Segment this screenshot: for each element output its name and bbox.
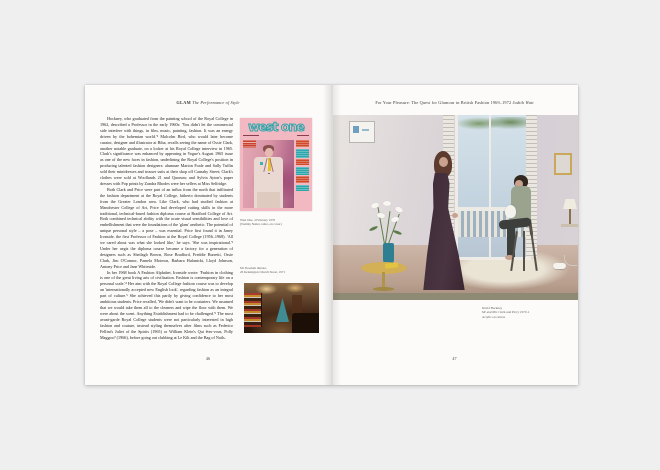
essay-paragraph: In her 1968 book A Fashion Alphabet, Ironside wrote: 'Fashion in clothing is one of the great living arts of civilisation. Fashion is contemporary life on a personal scale.'⁴ Her aim with the Royal College fashion course was to develop an 'internationally accepted new English look', regarding fashion as an integral part of culture.⁵ She achieved this partly by giving confidence to her most ambitious students. Price recalled, 'We didn't want to be couturiers. We assumed that we would take them all to the cleaners and wipe the floor with them. We were about the scent. Anything Establishment had to be challenged.'⁶ The most avant-garde Royal College students were not particularly interested in high fashion and couture, instead styling themselves after films such as Federico Fellini's Juliet of the Spirits (1965) or William Klein's Qui êtes-vous, Polly Maggoo? (1966), before going out clubbing at Le Kilt and the Bag of Nails. [100, 269, 233, 340]
shop-shelving [244, 293, 262, 327]
lilies-still-life [359, 201, 419, 295]
cover-red-text-block [243, 140, 256, 148]
caption-line: West One, 4 February 1970 [240, 218, 276, 222]
essay-paragraph: Both Clark and Price were part of an influx from the north that infiltrated the fashion department at the Royal College, hitherto dominated by students from the Greater London area. Like Clark, who had studied fashion at Manchester College of Art, Price had developed cutting skills in the more traditional, technical-based fashion diploma course at Bradford College of Art. Both combined technical ability with the acute visual sensibilities and love of embellishment that were the foundations of the 'glam' aesthetic. The potential of unique personal style – a pose – was essential. Price first found it in Janey Ironside, the first Professor of Fashion at the Royal College (1956–1968). 'All we cared about was what she looked like,' he says. 'She was inspirational.'³ Under her aegis the diploma course became a factory for a generation of designers such as Sheilagh Brown, Rose Bradford, Freddie Burretti, Ossie Clark, Jim O'Connor, Pamela Motown, Barbara Hulanicki, Lloyd Johnson, Antony Price and Jane Whiteside. [100, 186, 233, 269]
shop-display-cone [276, 298, 289, 322]
lamp-table [561, 224, 578, 227]
table-leg [382, 272, 385, 288]
celia-standing-figure [421, 151, 467, 291]
shop-photo-caption [240, 266, 325, 275]
shop-interior-photo [244, 283, 319, 333]
table-base [373, 287, 394, 291]
running-head-author: Judith Watt [512, 100, 534, 105]
right-page [331, 85, 578, 385]
caption-line: (Tommy Nutter, tailor, on cover) [240, 222, 282, 227]
shop-counter [292, 313, 319, 333]
essay-text-column [100, 116, 233, 356]
gold-framed-picture [554, 153, 572, 175]
lily-bloom [390, 216, 399, 223]
running-head-title: GLAM [176, 100, 191, 105]
west-one-masthead: west one [248, 119, 304, 134]
woman-plum-dress [421, 173, 467, 290]
right-running-head [331, 100, 578, 105]
hockney-painting-plate [333, 115, 578, 300]
man-crossed-legs [499, 217, 532, 229]
woman-face [439, 157, 448, 167]
lily-leaf [369, 225, 378, 232]
blue-vase [383, 243, 394, 264]
essay-paragraph: Hockney, who graduated from the painting school of the Royal College in 1962, described a Professor in the early 1960s: 'You didn't let the commercial side interfere with things, in film, music, painting, fashion. It was an energy driven by the bohemian world.'² Malcolm Bird, who would later become curator, designer and illustrator at Biba, recalls seeing the name of Ossie Clark, another notable graduate, on a locker at his Royal College interview in 1965. Clark's significance was enhanced by appearing in Vogue's August 1965 issue as one of the new faces in fashion, underlining the Royal College's position in producing talented fashion designers: alumnae Marion Foale and Sally Tuffin sold their minidresses and trouser suits at their shop off Carnaby Street; Clark's clothes were sold at Woollands 21 and Quorum; and Sylvia Ayton's paper dresses with Pop prints by Zandra Rhodes were her sellers at Miss Selfridge. [100, 116, 233, 186]
table-lamp [561, 199, 578, 247]
trees-outside [458, 117, 528, 130]
shop-rack [292, 295, 302, 313]
plate-caption [482, 306, 574, 319]
caption-artist: David Hockney [482, 306, 503, 310]
left-page-number: 46 [205, 356, 211, 361]
lamp-stem [569, 209, 571, 224]
white-telephone [553, 263, 566, 269]
caption-medium: Acrylic on canvas [482, 314, 506, 319]
book-spread [85, 85, 578, 385]
lily-bloom [383, 201, 391, 206]
running-head-essay-title: For Your Pleasure: The Quest for Glamour in British Fashion 1969–1972 [375, 100, 512, 105]
cover-model-trousers [257, 192, 280, 208]
west-one-caption [240, 218, 320, 227]
west-one-magazine-cover [240, 118, 312, 211]
left-running-head [85, 100, 331, 105]
running-head-subtitle: The Performance of Style [192, 100, 240, 105]
lily-leaf [393, 230, 402, 236]
framed-print [349, 121, 375, 143]
ossie-seated-figure [499, 175, 551, 287]
window-mullion [489, 115, 491, 257]
pocket-square [260, 162, 263, 165]
lily-bloom [377, 212, 386, 218]
west-one-cover-photo [243, 140, 294, 208]
cover-headline-column [296, 140, 309, 192]
right-page-number: 47 [452, 356, 457, 361]
caption-line: 20 Kensington Church Street, 1971 [240, 270, 286, 275]
lily-bloom [394, 206, 403, 214]
lamp-shade [563, 199, 577, 209]
caption-title: Mr and Mrs Clark and Percy 1970–1 [482, 310, 530, 315]
woman-hand [452, 213, 458, 218]
cover-model-face [265, 148, 273, 157]
west-one-dateline [243, 135, 309, 137]
left-page [85, 85, 331, 385]
white-cat-percy [505, 205, 516, 218]
caption-line: Mr Freedom interior, [240, 266, 267, 270]
chair-legs [511, 231, 537, 271]
